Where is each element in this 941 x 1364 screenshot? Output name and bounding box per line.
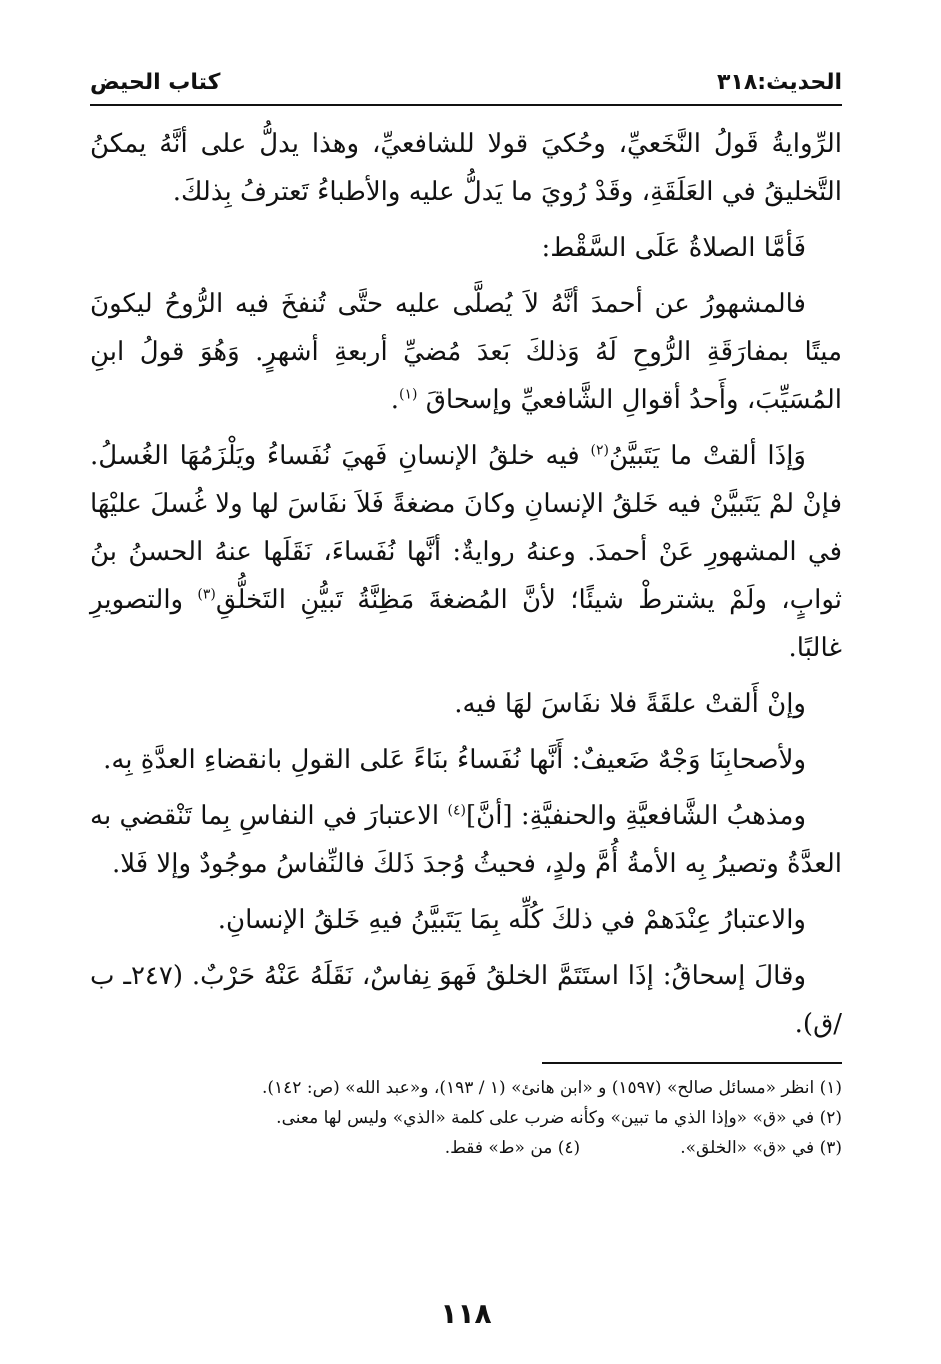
paragraph-3: فالمشهورُ عن أحمدَ أنَّهُ لاَ يُصلَّى عليه حتَّى تُنفخَ فيه الرُّوحُ ليكونَ ميتًا بمفارَقَةِ الرُّوحِ لَهُ وَذلكَ بَعدَ مُضيِّ أربعةِ أشهرٍ. وَهُوَ قولُ ابنِ المُسَيِّبَ، وأَحدُ أقوالِ الشَّافعيِّ وإسحاقَ $^{(١)}$.	[90, 289, 842, 415]
main-text	[90, 120, 842, 1048]
footnote-mark-3: (٣)	[197, 586, 216, 603]
paragraph-7	[90, 792, 842, 888]
paragraph-1: الرِّوايةُ قَولُ النَّخَعيِّ، وحُكيَ قولا للشافعيِّ، وهذا يدلُّ على أنَّهُ يمكنُ التَّخليقُ في العَلَقَةِ، وقَدْ رُويَ ما يَدلُّ عليه والأطباءُ تَعترفُ بِذلكَ.	[90, 129, 842, 207]
paragraph-4	[90, 432, 842, 672]
paragraph-3-text: فالمشهورُ عن أحمدَ أنَّهُ لاَ يُصلَّى عليه حتَّى تُنفخَ فيه الرُّوحُ ليكونَ ميتًا بمفارَقَةِ الرُّوحِ لَهُ وَذلكَ بَعدَ مُضيِّ أربعةِ أشهرٍ. وَهُوَ قولُ ابنِ المُسَيِّبَ، وأَحدُ أقوالِ الشَّافعيِّ وإسحاقَ	[90, 289, 842, 415]
paragraph-6: ولأصحابِنَا وَجْهٌ ضَعيفٌ: أَنَّها نُفَساءُ بنَاءً عَلى القولِ بانقضاءِ العدَّةِ بِه.	[103, 745, 806, 775]
book-title: كتاب الحيض	[90, 70, 221, 95]
footnote-2: (٢) في «ق» «وإذا الذي ما تبين» وكأنه ضرب على كلمة «الذي» وليس لها معنى.	[276, 1108, 842, 1128]
running-header	[90, 60, 842, 106]
paragraph-7-text-a: ومذهبُ الشَّافعيَّةِ والحنفيَّةِ: [أنَّ]	[465, 801, 807, 831]
paragraph-4-text-c: والتصويرِ غالبًا.	[90, 585, 842, 663]
footnote-3: (٣) في «ق» «الخلق».	[680, 1138, 842, 1158]
paragraph-7-text-b: الاعتبارَ في النفاسِ بِما تَنْقضي به العدَّةُ وتصيرُ بِه الأمةُ أُمَّ ولدٍ، فحيثُ وُجدَ ذَلكَ فالنِّفاسُ موجُودٌ وإلا فَلا.	[90, 801, 842, 879]
footnote-mark-1: (١)	[399, 386, 418, 403]
page-number: ١١٨	[440, 1297, 492, 1330]
book-page	[90, 60, 842, 1330]
footnote-4: (٤) من «ط» فقط.	[444, 1138, 581, 1158]
paragraph-4-text-a: وَإذَا ألقتْ ما يَتَبيَّنُ	[608, 441, 806, 471]
paragraph-9: وقالَ إسحاقُ: إذَا استَتَمَّ الخلقُ فَهوَ نِفاسٌ، نَقَلَهُ عَنْهُ حَرْبٌ. (٢٤٧ـ ب /ق).	[90, 961, 842, 1039]
footnotes	[90, 1074, 842, 1162]
footnote-1: (١) انظر «مسائل صالح» (١٥٩٧) و «ابن هانئ» (١ / ١٩٣)، و«عبد الله» (ص: ١٤٢).	[262, 1078, 842, 1098]
section-heading-prayer-on-miscarriage: فَأمَّا الصلاةُ عَلَى السَّقْط:	[541, 233, 806, 263]
paragraph-8: والاعتبارُ عِنْدَهمْ في ذلكَ كُلِّه بِمَا يَتَبيَّنُ فيهِ خَلقُ الإنسانِ.	[217, 905, 806, 935]
footnote-separator	[542, 1062, 842, 1064]
footnote-row-3-4	[90, 1134, 842, 1162]
footnote-mark-2: (٢)	[590, 442, 609, 459]
paragraph-5: وإنْ أَلقتْ علقَةً فلا نفَاسَ لهَا فيه.	[454, 689, 806, 719]
hadith-number-label: الحديث:٣١٨	[716, 70, 842, 95]
paragraph-4-text-b: فيه خلقُ الإنسانِ فَهيَ نُفَساءُ ويَلْزَمُهَا الغُسلُ. فإنْ لمْ يَتَبيَّنْ فيه خَلقُ الإنسانِ وكانَ مضغةً فَلاَ نفَاسَ لها ولا غُسلَ عليْهَا في المشهورِ عَنْ أحمدَ. وعنهُ روايةٌ: أنَّها نُفَساءَ، نَقَلَها عنهُ الحسنُ بنُ ثوابٍ، ولَمْ يشترطْ شيئًا؛ لأنَّ المُضغةَ مَظِنَّةُ تَبيُّنِ التَخلُّقِ	[90, 441, 842, 615]
footnote-mark-4: (٤)	[447, 802, 466, 819]
